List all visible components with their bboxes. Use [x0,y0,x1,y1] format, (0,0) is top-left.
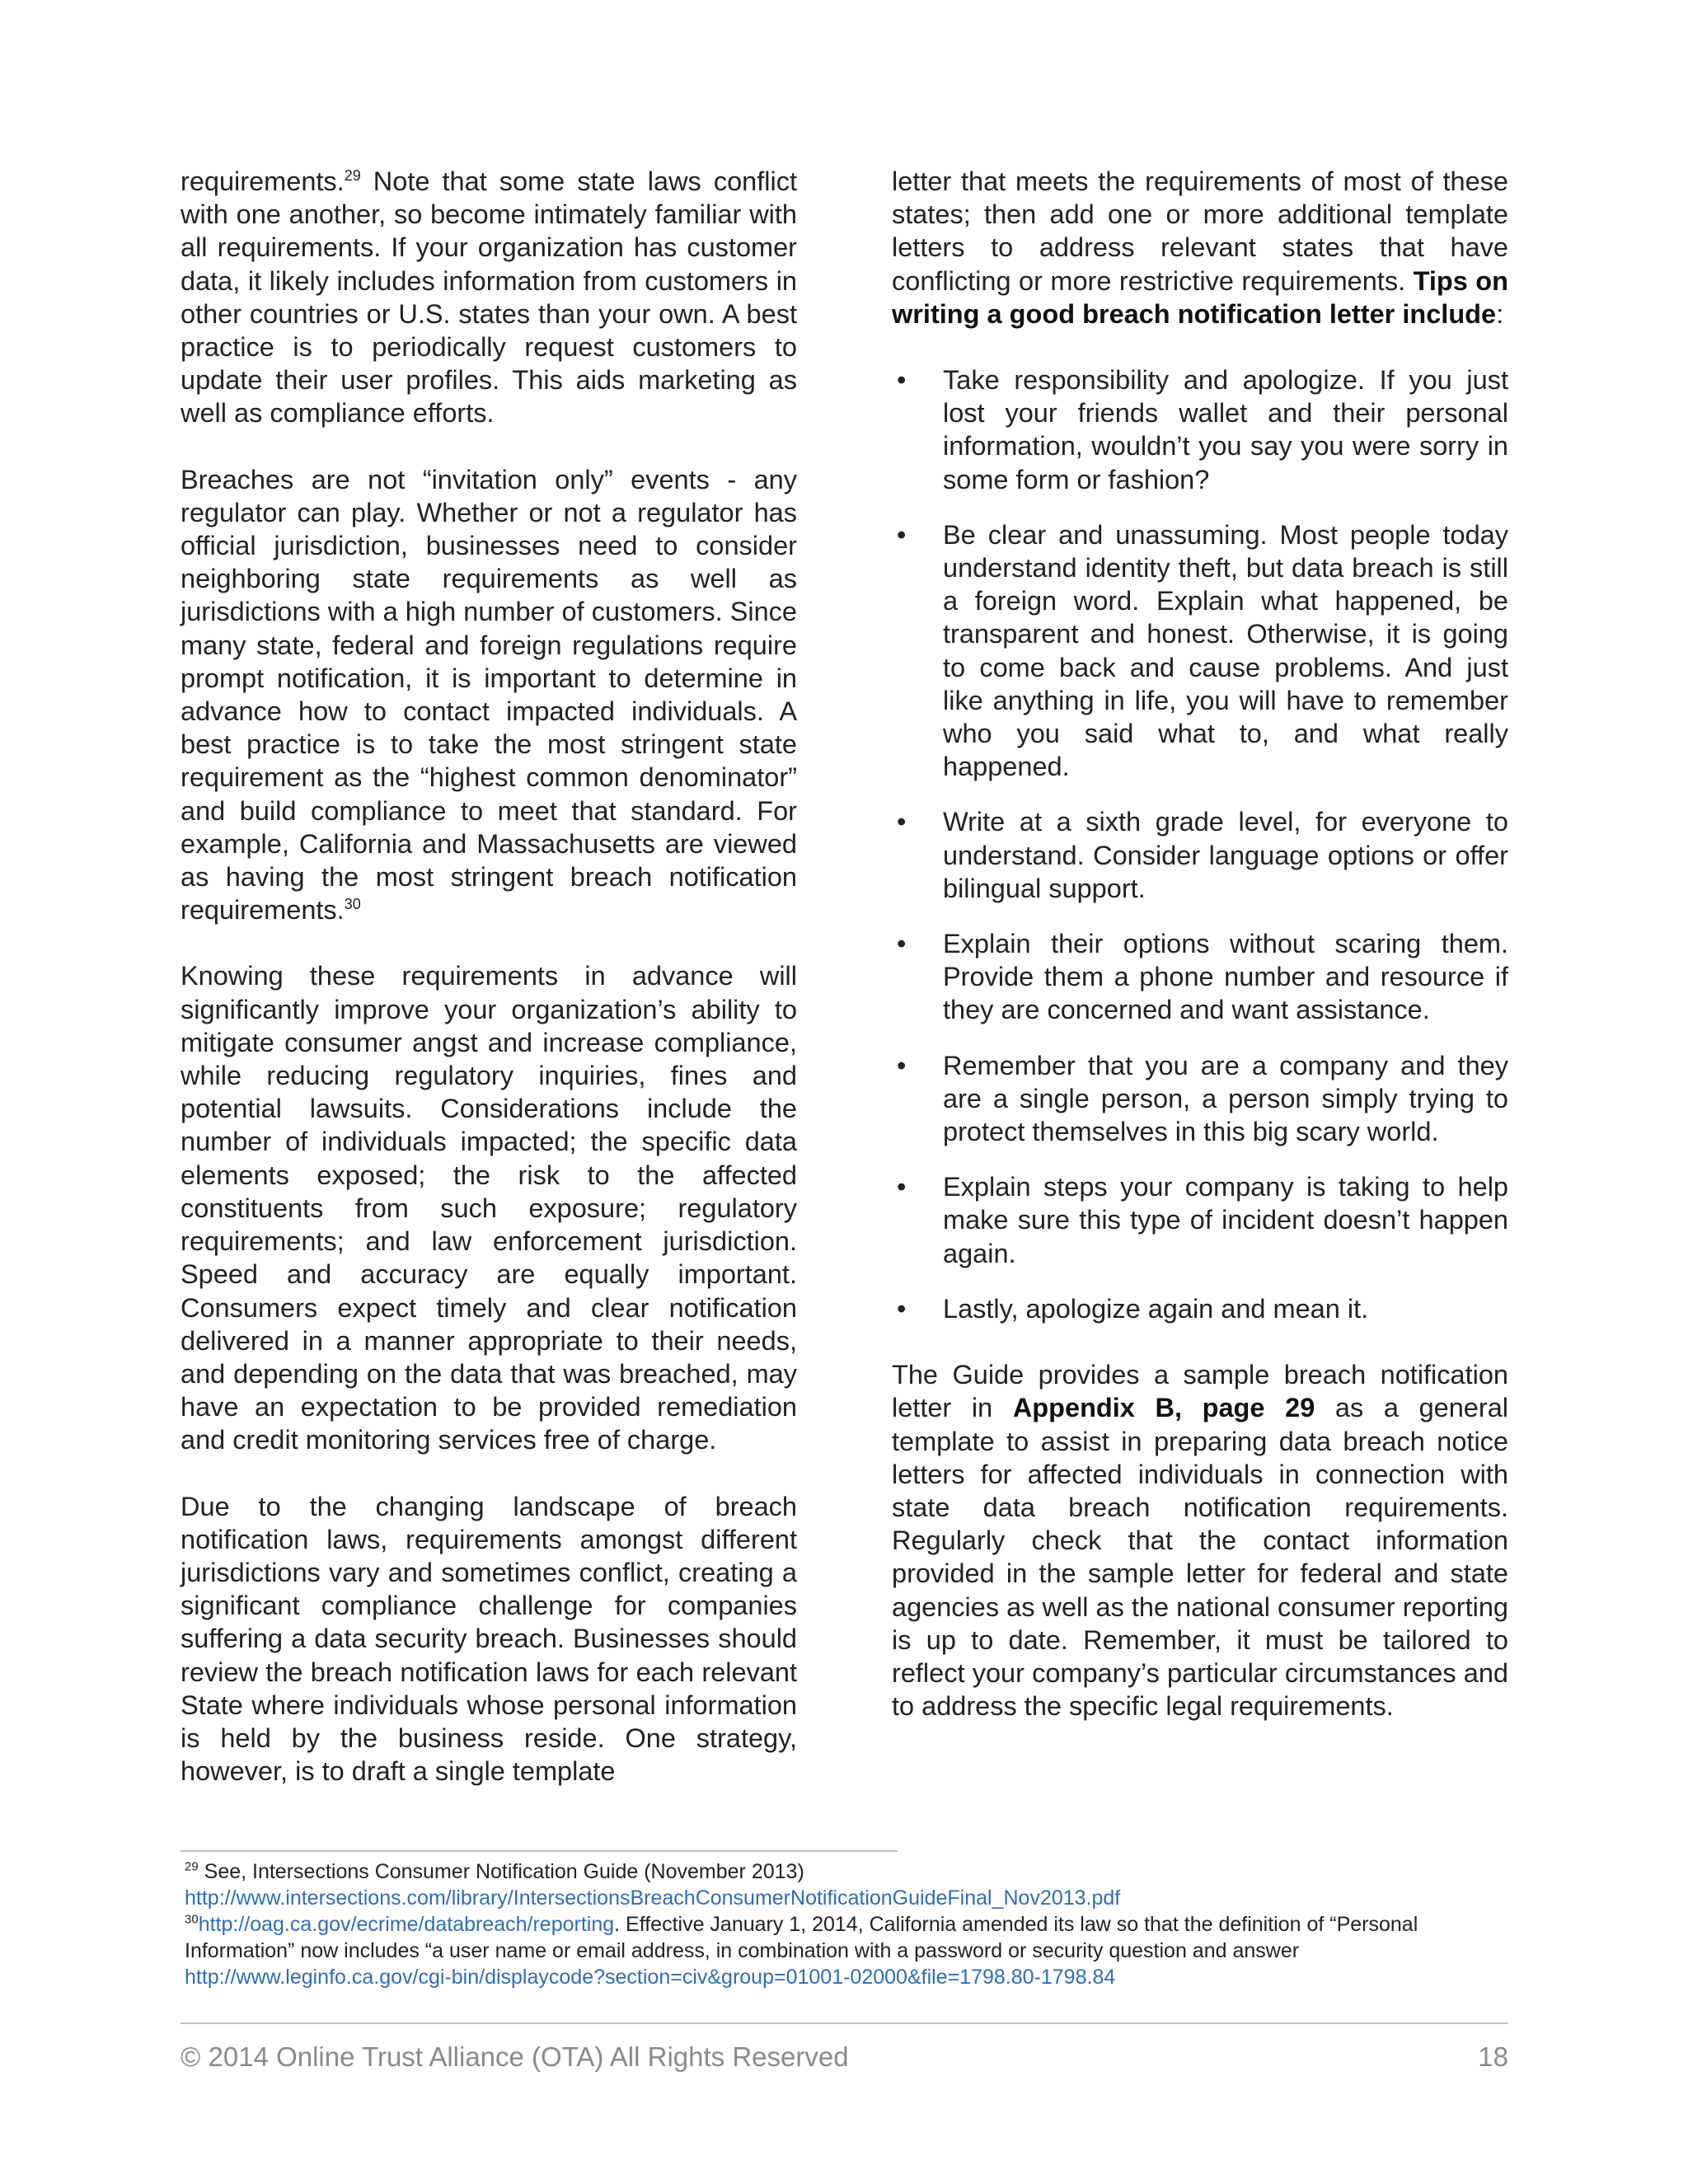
footnote-ref-29[interactable]: 29 [344,167,361,185]
bullet-icon: • [897,807,907,837]
paragraph-breaches: Breaches are not “invitation only” events - any regulator can play. Whether or not a regulator has official jurisdiction, businesses need to consider neighboring state requirements as well as jurisdictions with a high number of customers. Since many state, federal and foreign regulations require prompt notification, it is important to determine in advance how to contact impacted individuals. A best practice is to take the most stringent state requirement as the “highest common denominator” and build compliance to meet that standard. For example, California and Massachusetts are viewed as having the most stringent breach notification requirements.$^{30}$ [181,464,797,926]
paragraph-requirements: requirements.$^{29}$ Note that some state laws conflict with one another, so become intimately familiar with all requirements. If your organization has customer data, it likely includes information from customers in other countries or U.S. states than your own. A best practice is to periodically request customers to update their user profiles. This aids marketing as well as compliance efforts. [181,166,797,429]
paragraph-knowing: Knowing these requirements in advance will significantly improve your organization’s ability to mitigate consumer angst and increase compliance, while reducing regulatory inquiries, fines and potential lawsuits. Considerations include the number of individuals impacted; the specific data elements exposed; the risk to the affected constituents from such exposure; regulatory requirements; and law enforcement jurisdiction. Speed and accuracy are equally important. Consumers expect timely and clear notification delivered in a manner appropriate to their needs, and depending on the data that was breached, may have an expectation to be provided remediation and credit monitoring services free of charge. [181,961,797,1455]
list-item: • Lastly, apologize again and mean it. [892,1292,1508,1325]
list-item: • Remember that you are a company and they are a single person, a person simply trying to protect themselves in this big scary world. [897,1050,1508,1147]
bullet-icon: • [897,1050,907,1080]
footnote-29-link-line [185,1885,1520,1911]
footer-copyright: © 2014 Online Trust Alliance (OTA) All Rights Reserved [181,2041,849,2072]
list-item: • Write at a sixth grade level, for everyone to understand. Consider language options or offer bilingual support. [897,807,1508,903]
intersections-guide-link[interactable]: http://www.intersections.com/library/IntersectionsBreachConsumerNotificationGuideFinal_Nov2013.pdf [185,1886,1121,1910]
footnotes [185,1858,1520,1990]
footer-divider [181,2022,1508,2024]
footnote-30: $^{30}$http://oag.ca.gov/ecrime/databreach/reporting. Effective January 1, 2014, California amended its law so that the definition of “Personal Information” now includes “a user name or email address, in combination with a password or security question and answer [185,1912,1418,1962]
paragraph-guide: The Guide provides a sample breach notification letter in Appendix B, page 29 as a general template to assist in preparing data breach notice letters for affected individuals in connection with state data breach notification requirements. Regularly check that the contact information provided in the sample letter for federal and state agencies as well as the national consumer reporting is up to date. Remember, it must be tailored to reflect your company’s particular circumstances and to address the specific legal requirements. [892,1360,1508,1722]
bullet-icon: • [897,519,907,550]
footnote-divider [181,1850,898,1852]
bullet-icon: • [897,1293,907,1324]
paragraph-template-letter: letter that meets the requirements of most of these states; then add one or more additional template letters to address relevant states that have conflicting or more restrictive requirements. Tips on writing a good breach notification letter include: [892,166,1508,329]
list-item: • Explain their options without scaring them. Provide them a phone number and resource if they are concerned and want assistance. [897,929,1508,1025]
left-column [181,165,797,1788]
leginfo-link[interactable]: http://www.leginfo.ca.gov/cgi-bin/displaycode?section=civ&group=01001-02000&file=1798.80-1798.84 [185,1966,1116,1989]
list-item: • Be clear and unassuming. Most people today understand identity theft, but data breach is still a foreign word. Explain what happened, be transparent and honest. Otherwise, it is going to come back and cause problems. And just like anything in life, you will have to remember who you said what to, and what really happened. [897,519,1508,782]
paragraph-landscape: Due to the changing landscape of breach notification laws, requirements amongst different jurisdictions vary and sometimes conflict, creating a significant compliance challenge for companies suffering a data security breach. Businesses should review the breach notification laws for each relevant State where individuals whose personal information is held by the business reside. One strategy, however, is to draft a single template [181,1491,797,1787]
footnote-29: $^{29}$ See, Intersections Consumer Notification Guide (November 2013) [185,1859,804,1883]
appendix-reference: Appendix B, page 29 [1012,1393,1315,1423]
list-item: • Explain steps your company is taking to help make sure this type of incident doesn’t happen again. [897,1172,1508,1268]
bullet-icon: • [897,365,907,396]
footnote-30-link-line [185,1964,1520,1990]
tips-list [892,363,1508,1325]
right-column [892,165,1508,1722]
footnote-ref-30[interactable]: 30 [344,896,361,913]
bullet-icon: • [897,929,907,959]
bullet-icon: • [897,1172,907,1202]
page-number: 18 [1478,2041,1508,2072]
oag-databreach-link[interactable]: http://oag.ca.gov/ecrime/databreach/reporting [198,1913,615,1936]
tips-heading: Tips on writing a good breach notification letter include [892,265,1508,329]
list-item: • Take responsibility and apologize. If you just lost your friends wallet and their personal information, wouldn’t you say you were sorry in some form or fashion? [897,365,1508,494]
